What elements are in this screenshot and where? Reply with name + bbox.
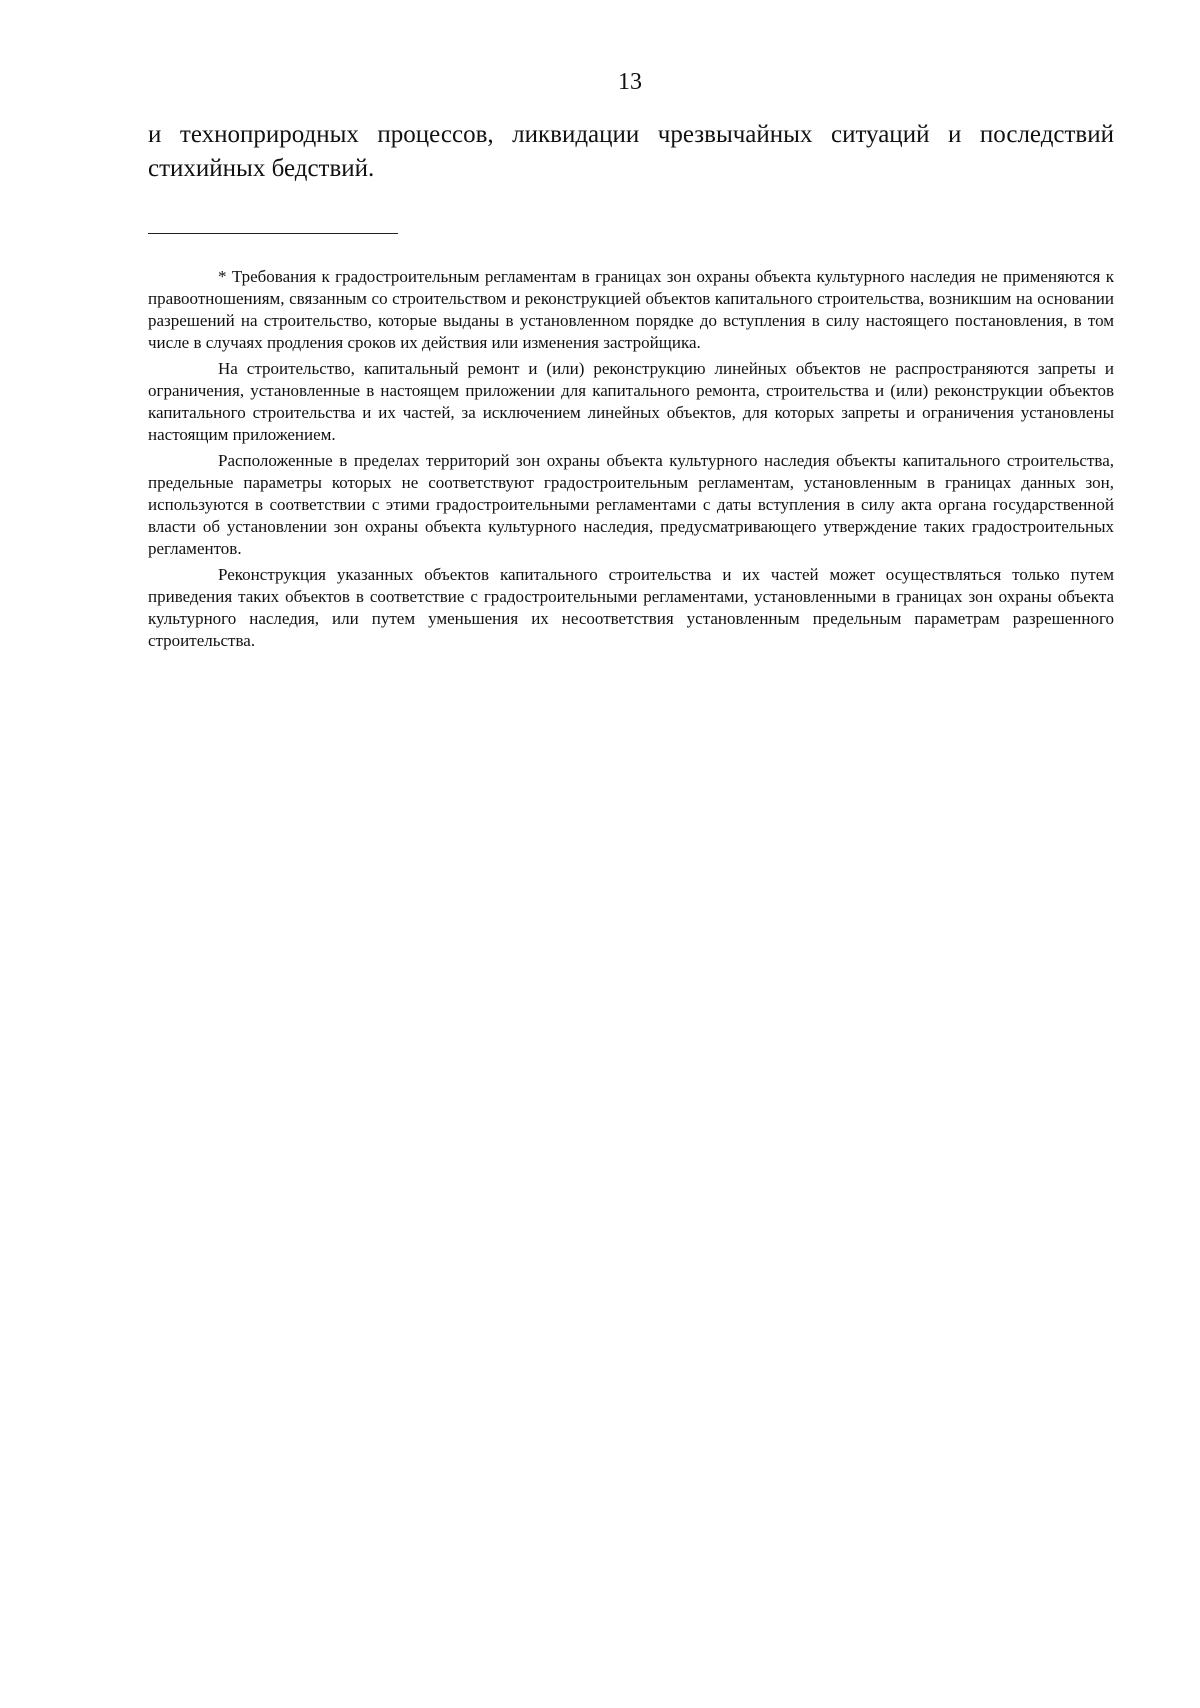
footnote-paragraph: * Требования к градостроительным регламентам в границах зон охраны объекта культурного наследия не применяются к правоотношениям, связанным со строительством и реконструкцией объектов капитального строительства, возникшим на основании разрешений на строительство, которые выданы в установленном порядке до вступления в силу настоящего постановления, в том числе в случаях продления сроков их действия или изменения застройщика. (148, 267, 1114, 352)
footnote-paragraph: Расположенные в пределах территорий зон охраны объекта культурного наследия объекты капитального строительства, предельные параметры которых не соответствуют градостроительным регламентам, установленным в границах данных зон, используются в соответствии с этими градостроительными регламентами с даты вступления в силу акта органа государственной власти об установлении зон охраны объекта культурного наследия, предусматривающего утверждение таких градостроительных регламентов. (148, 451, 1114, 558)
lead-paragraph: и технoприродных процессов, ликвидации чрезвычайных ситуаций и последствий стихийных бедствий. (148, 121, 1114, 182)
page-number: 13 (618, 69, 642, 95)
footnote-paragraph: Реконструкция указанных объектов капитального строительства и их частей может осуществляться только путем приведения таких объектов в соответствие с градостроительными регламентами, установленными в границах зон охраны объекта культурного наследия, или путем уменьшения их несоответствия установленным предельным параметрам разрешенного строительства. (148, 565, 1114, 650)
footnote-paragraph: На строительство, капитальный ремонт и (или) реконструкцию линейных объектов не распространяются запреты и ограничения, установленные в настоящем приложении для капитального ремонта, строительства и (или) реконструкции объектов капитального строительства и их частей, за исключением линейных объектов, для которых запреты и ограничения установлены настоящим приложением. (148, 359, 1114, 444)
footnote-separator (148, 233, 398, 234)
footnotes-block (148, 266, 1114, 656)
